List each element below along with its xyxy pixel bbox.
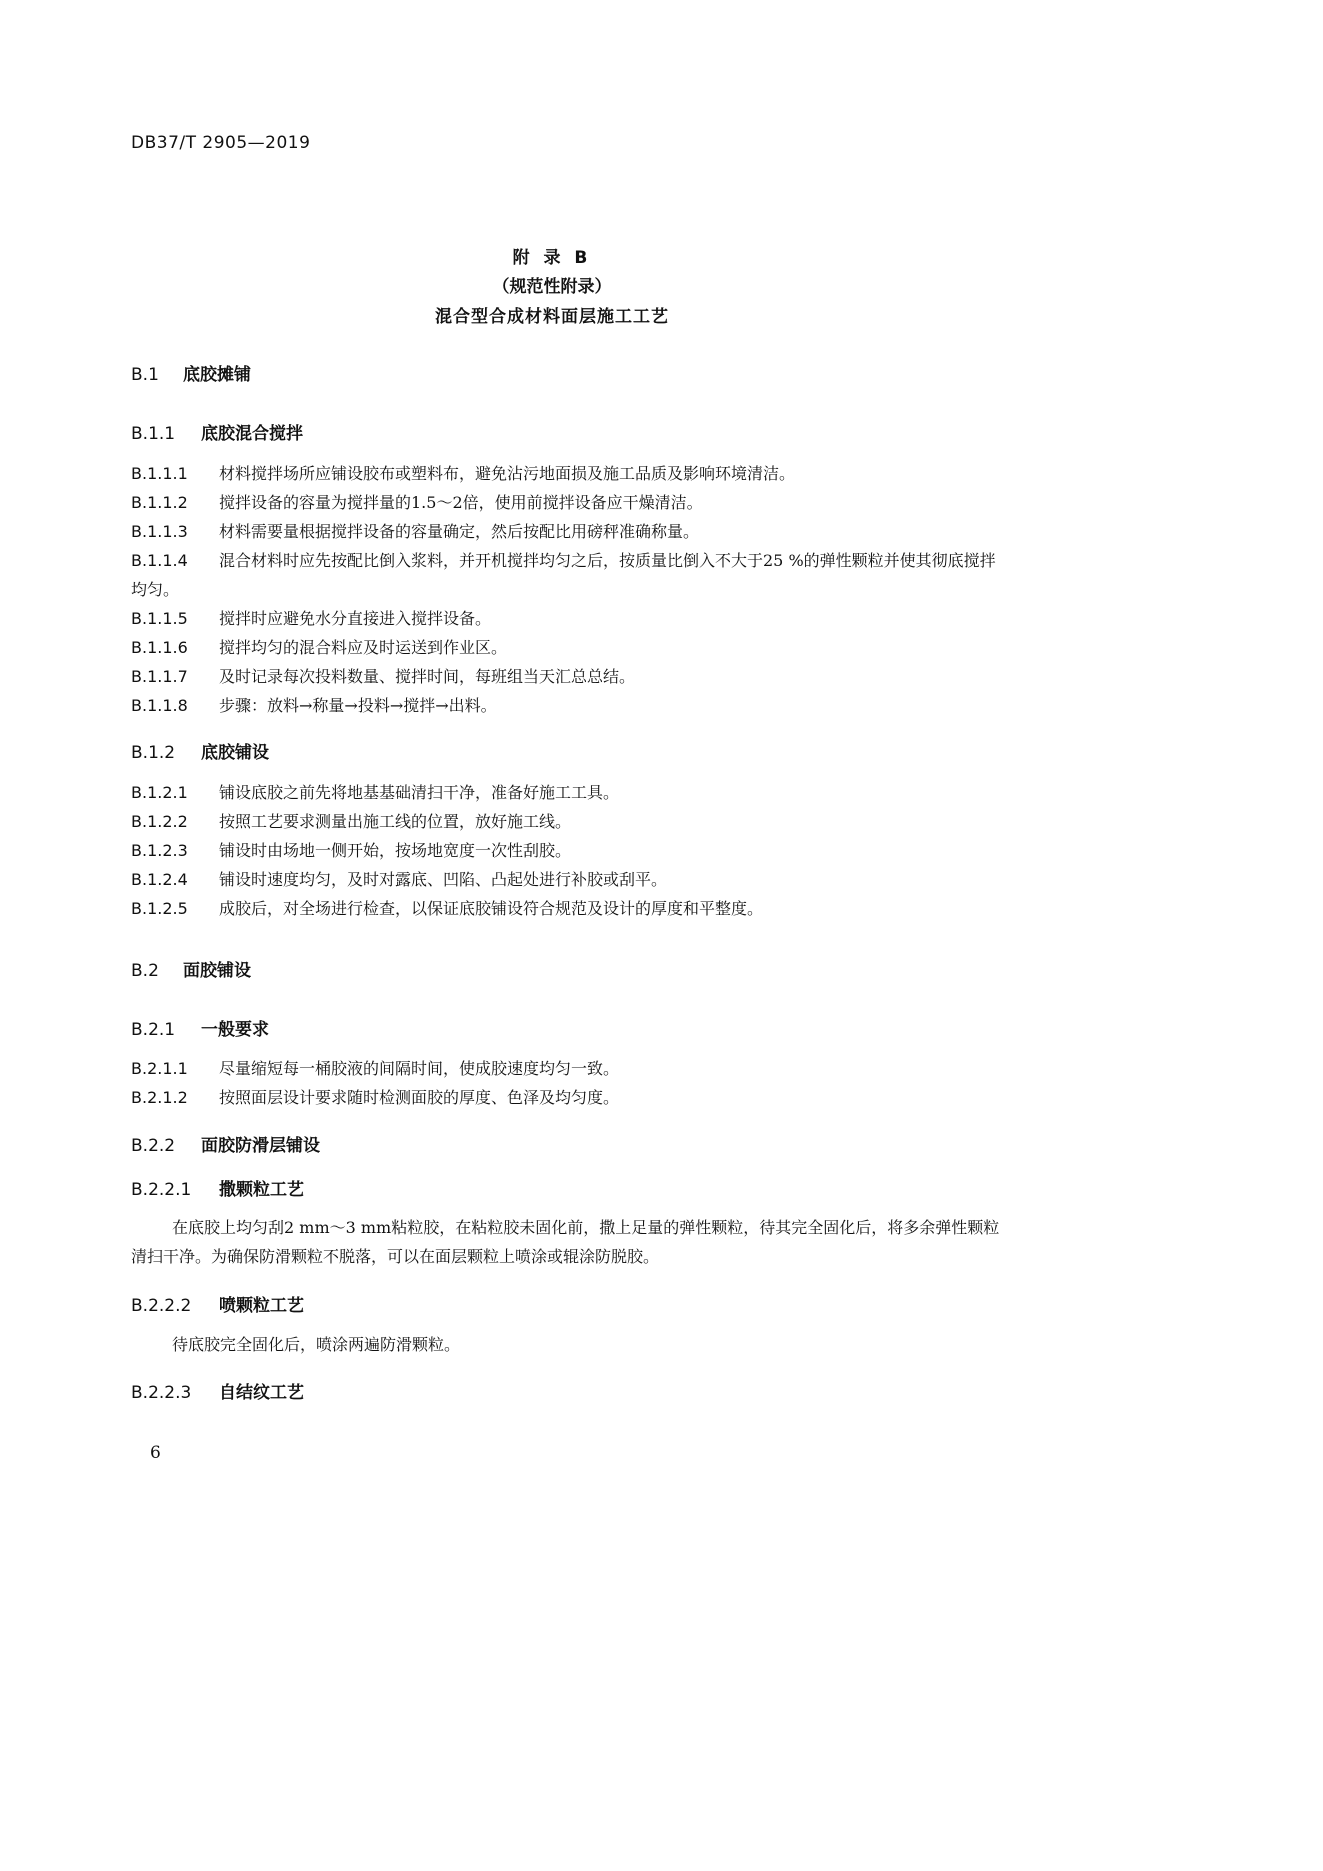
clause-text: 及时记录每次投料数量、搅拌时间，每班组当天汇总总结。	[219, 667, 636, 686]
subsection-title: 一般要求	[201, 1020, 269, 1040]
clause-text: 按照面层设计要求随时检测面胶的厚度、色泽及均匀度。	[219, 1088, 620, 1107]
page-number: 6	[150, 1443, 161, 1463]
section-heading-b1	[131, 360, 251, 385]
standard-code: DB37/T 2905—2019	[131, 133, 311, 153]
clause-title: 自结纹工艺	[219, 1383, 304, 1403]
clause-text: 搅拌设备的容量为搅拌量的1.5～2倍，使用前搅拌设备应干燥清洁。	[219, 493, 703, 512]
clause-number: B.1.1.2	[131, 493, 188, 512]
clause-item	[131, 662, 1004, 691]
clause-number: B.1.1.5	[131, 609, 188, 628]
clause-title: 撒颗粒工艺	[219, 1180, 304, 1200]
subsection-number: B.1.1	[131, 424, 176, 444]
clause-number: B.1.1.3	[131, 522, 188, 541]
subsection-title: 面胶防滑层铺设	[201, 1136, 320, 1156]
clause-text: 铺设时速度均匀，及时对露底、凹陷、凸起处进行补胶或刮平。	[219, 870, 668, 889]
clause-item	[131, 691, 1004, 720]
clause-number: B.1.1.1	[131, 464, 188, 483]
subsection-title: 底胶混合搅拌	[201, 424, 303, 444]
clause-text: 按照工艺要求测量出施工线的位置，放好施工线。	[219, 812, 572, 831]
subsection-number: B.2.1	[131, 1020, 176, 1040]
clause-heading-b223	[131, 1378, 304, 1403]
clause-item	[131, 604, 1004, 633]
clause-text: 尽量缩短每一桶胶液的间隔时间，使成胶速度均匀一致。	[219, 1059, 620, 1078]
clause-number: B.2.1.2	[131, 1088, 188, 1107]
clause-number: B.2.2.1	[131, 1180, 192, 1200]
subsection-title: 底胶铺设	[201, 743, 269, 763]
clause-item	[131, 807, 1004, 836]
clause-text: 步骤：放料→称量→投料→搅拌→出料。	[219, 696, 497, 715]
clause-number: B.1.2.4	[131, 870, 188, 889]
subsection-number: B.2.2	[131, 1136, 176, 1156]
clause-item	[131, 633, 1004, 662]
clause-number: B.2.1.1	[131, 1059, 188, 1078]
clause-item	[131, 1083, 1004, 1112]
appendix-title: 附 录 B	[512, 248, 592, 268]
subsection-heading-b21	[131, 1015, 269, 1040]
clause-heading-b222	[131, 1291, 304, 1316]
clause-text: 混合材料时应先按配比倒入浆料，并开机搅拌均匀之后，按质量比倒入不大于25 %的弹性颗粒并使其彻底搅拌均匀。	[131, 551, 996, 599]
subsection-heading-b12	[131, 738, 269, 763]
clause-item	[131, 778, 1004, 807]
clause-text: 铺设时由场地一侧开始，按场地宽度一次性刮胶。	[219, 841, 572, 860]
subsection-heading-b11	[131, 419, 303, 444]
clause-item	[131, 517, 1004, 546]
clause-number: B.1.2.2	[131, 812, 188, 831]
clause-number: B.1.2.5	[131, 899, 188, 918]
clause-title: 喷颗粒工艺	[219, 1296, 304, 1316]
clause-text: 搅拌均匀的混合料应及时运送到作业区。	[219, 638, 508, 657]
section-number: B.2	[131, 961, 159, 981]
clause-number: B.1.1.4	[131, 551, 188, 570]
section-number: B.1	[131, 365, 159, 385]
clause-number: B.2.2.3	[131, 1383, 192, 1403]
clause-text: 搅拌时应避免水分直接进入搅拌设备。	[219, 609, 492, 628]
clause-text: 铺设底胶之前先将地基基础清扫干净，准备好施工工具。	[219, 783, 620, 802]
clause-item	[131, 488, 1004, 517]
appendix-type: （规范性附录）	[492, 277, 612, 297]
clause-item	[131, 546, 1004, 604]
clause-number: B.1.1.8	[131, 696, 188, 715]
clause-item	[131, 894, 1004, 923]
clause-item	[131, 836, 1004, 865]
clause-paragraph: 在底胶上均匀刮2 mm～3 mm粘粒胶，在粘粒胶未固化前，撒上足量的弹性颗粒，待其完全固化后，将多余弹性颗粒清扫干净。为确保防滑颗粒不脱落，可以在面层颗粒上喷涂或辊涂防脱胶。	[131, 1218, 1000, 1266]
clause-number: B.1.2.3	[131, 841, 188, 860]
section-title: 底胶摊铺	[183, 365, 251, 385]
clause-text: 材料搅拌场所应铺设胶布或塑料布，避免沾污地面损及施工品质及影响环境清洁。	[219, 464, 796, 483]
clause-number: B.2.2.2	[131, 1296, 192, 1316]
clause-paragraph: 待底胶完全固化后，喷涂两遍防滑颗粒。	[172, 1335, 461, 1354]
clause-number: B.1.1.7	[131, 667, 188, 686]
clause-number: B.1.2.1	[131, 783, 188, 802]
clause-text: 成胶后，对全场进行检查，以保证底胶铺设符合规范及设计的厚度和平整度。	[219, 899, 764, 918]
clause-text: 材料需要量根据搅拌设备的容量确定，然后按配比用磅秤准确称量。	[219, 522, 700, 541]
subsection-number: B.1.2	[131, 743, 176, 763]
section-heading-b2	[131, 956, 251, 981]
clause-heading-b221	[131, 1175, 304, 1200]
section-title: 面胶铺设	[183, 961, 251, 981]
appendix-name: 混合型合成材料面层施工工艺	[435, 307, 669, 327]
clause-number: B.1.1.6	[131, 638, 188, 657]
clause-item	[131, 865, 1004, 894]
clause-item	[131, 1054, 1004, 1083]
clause-item	[131, 459, 1004, 488]
subsection-heading-b22	[131, 1131, 320, 1156]
